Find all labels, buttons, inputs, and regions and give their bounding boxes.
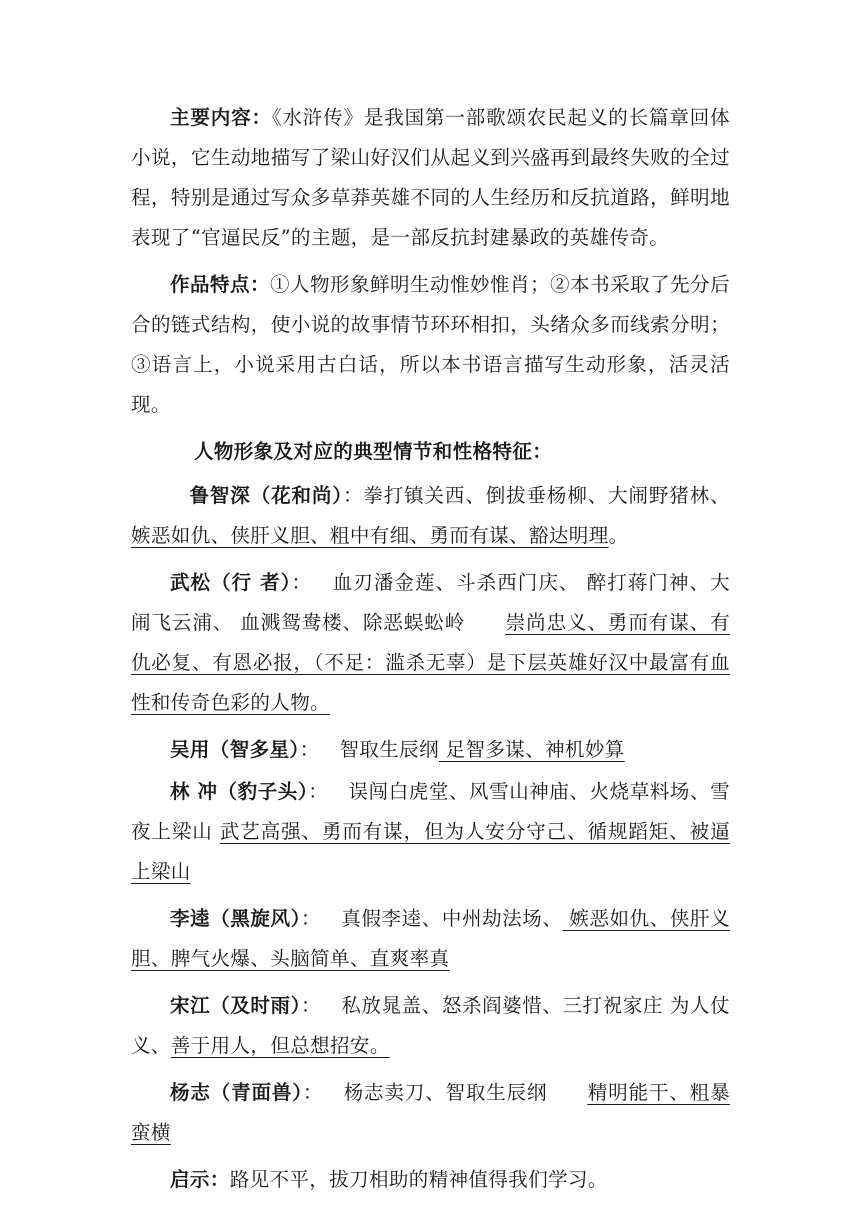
character-plots: 真假李逵、中州劫法场、 — [341, 907, 563, 930]
features-label: 作品特点： — [170, 273, 271, 296]
main-content-paragraph — [131, 98, 730, 258]
character-traits: 嫉恶如仇、侠肝义胆、脾气火爆、头脑简单、直爽率真 — [131, 907, 730, 970]
features-paragraph — [131, 265, 730, 425]
character-plots: 血刃潘金莲、斗杀西门庆、 醉打蒋门神、大闹飞云浦、 血溅鸳鸯楼、除恶蜈蚣岭 — [131, 571, 730, 634]
character-wu-yong — [131, 730, 730, 770]
character-traits: 善于用人，但总想招安。 — [170, 1034, 390, 1057]
name-separator: ： — [302, 1081, 324, 1104]
inspiration-paragraph — [131, 1160, 730, 1200]
main-content-text: 《水浒传》是我国第一部歌颂农民起义的长篇章回体小说，它生动地描写了梁山好汉们从起义到兴盛再到最终失败的全过程，特别是通过写众多草莽英雄不同的人生经历和反抗道路，鲜明地表现了“官逼民反”的主题，是一部反抗封建暴政的英雄传奇。 — [131, 106, 730, 249]
character-yang-zhi — [131, 1073, 730, 1153]
character-lu-zhishen — [131, 476, 730, 556]
features-text: ①人物形象鲜明生动惟妙惟肖；②本书采取了先分后合的链式结构，使小说的故事情节环环相扣，头绪众多而线索分明；③语言上，小说采用古白话，所以本书语言描写生动形象，活灵活现。 — [131, 273, 730, 416]
section-title: 人物形象及对应的典型情节和性格特征： — [194, 440, 553, 463]
inspiration-text: 路见不平，拔刀相助的精神值得我们学习。 — [229, 1168, 608, 1191]
character-plots: 私放晁盖、怒杀阎婆惜、三打祝家庄 — [341, 994, 664, 1017]
character-song-jiang — [131, 986, 730, 1066]
character-traits: 崇尚忠义、勇而有谋、有仇必复、有恩必报，（不足：滥杀无辜）是下层英雄好汉中最富有血性和传奇色彩的人物。 — [131, 611, 731, 714]
character-plots: 误闯白虎堂、风雪山神庙、火烧草料场、雪夜上梁山 — [131, 780, 730, 843]
character-name: 宋江（及时雨） — [170, 994, 302, 1017]
character-li-kui — [131, 899, 730, 979]
character-plots: 杨志卖刀、智取生辰纲 — [343, 1081, 548, 1104]
character-plots: 拳打镇关西、倒拔垂杨柳、大闹野猪林、 — [363, 484, 731, 507]
character-name: 吴用（智多星） — [170, 738, 300, 761]
name-separator: ： — [291, 571, 313, 594]
inspiration-label: 启示： — [170, 1168, 230, 1191]
character-name: 李逵（黑旋风） — [170, 907, 302, 930]
character-traits: 足智多谋、神机妙算 — [438, 738, 625, 761]
character-wu-song — [131, 563, 730, 723]
character-traits: 精明能干、粗暴蛮横 — [131, 1081, 730, 1144]
character-name: 林 冲（豹子头） — [170, 780, 309, 803]
character-traits: 武艺高强、勇而有谋，但为人安分守己、循规蹈矩、被逼上梁山 — [131, 820, 730, 883]
name-separator: ： — [342, 484, 364, 507]
name-separator: ： — [299, 738, 320, 761]
sentence-end: 。 — [608, 524, 629, 547]
character-traits-plain: 为人仗义、 — [131, 994, 730, 1057]
character-traits: 嫉恶如仇、侠肝义胆、粗中有细、勇而有谋、豁达明理 — [131, 524, 609, 547]
character-lin-chong — [131, 772, 730, 892]
name-separator: ： — [301, 994, 322, 1017]
character-name: 鲁智深（花和尚） — [189, 484, 343, 507]
main-content-label: 主要内容： — [170, 106, 272, 129]
name-separator: ： — [308, 780, 329, 803]
character-plots: 智取生辰纲 — [339, 738, 439, 761]
name-separator: ： — [301, 907, 322, 930]
character-name: 武松（行 者） — [170, 571, 292, 594]
character-name: 杨志（青面兽） — [170, 1081, 303, 1104]
